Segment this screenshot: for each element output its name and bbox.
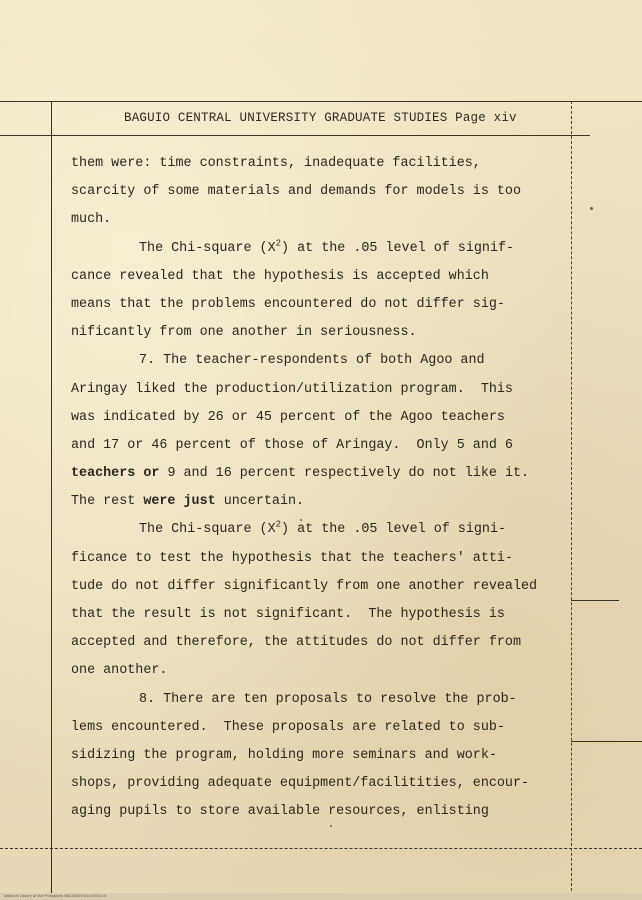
text-fragment: ) at the .05 level of signif- <box>281 240 515 256</box>
body-text <box>71 150 571 827</box>
text-line: one another. <box>71 663 168 679</box>
text-fragment: The Chi-square (X <box>139 240 276 256</box>
text-fragment: ) at the .05 level of signi- <box>281 522 507 538</box>
text-line: 7. The teacher-respondents of both Agoo and <box>139 353 485 369</box>
text-fragment: uncertain. <box>215 494 305 510</box>
text-line: cance revealed that the hypothesis is accepted which <box>71 268 489 284</box>
paper-blemish <box>300 519 302 521</box>
text-fragment: were just <box>143 494 216 510</box>
text-line: sidizing the program, holding more seminars and work- <box>71 747 497 763</box>
right-margin-tick <box>571 741 642 742</box>
text-line: Aringay liked the production/utilization program. This <box>71 381 513 397</box>
text-line: aging pupils to store available resources, enlisting <box>71 804 489 820</box>
text-line <box>71 460 571 488</box>
page-header: BAGUIO CENTRAL UNIVERSITY GRADUATE STUDIES Page xiv <box>124 111 517 125</box>
text-fragment: 9 and 16 percent respectively do not like it. <box>159 466 530 482</box>
text-line: means that the problems encountered do not differ sig- <box>71 296 505 312</box>
text-line: ficance to test the hypothesis that the teachers' atti- <box>71 550 513 566</box>
text-line: was indicated by 26 or 45 percent of the Agoo teachers <box>71 409 505 425</box>
text-line: shops, providing adequate equipment/facilitities, encour- <box>71 776 530 792</box>
superscript: 2 <box>275 238 282 249</box>
text-line <box>71 516 571 544</box>
text-line: much. <box>71 212 112 228</box>
text-line <box>71 488 571 516</box>
right-margin-tick <box>571 600 619 601</box>
right-margin-rule <box>571 101 572 896</box>
scan-footer: National Library of the Philippines BGC000051i1cc0001.tif <box>0 893 642 900</box>
superscript: 2 <box>275 519 282 530</box>
paper-blemish <box>330 825 332 827</box>
text-line: nificantly from one another in seriousness. <box>71 325 417 341</box>
text-line: them were: time constraints, inadequate facilities, <box>71 156 481 171</box>
text-line <box>71 235 571 263</box>
header-bottom-rule <box>0 135 590 136</box>
paper-blemish <box>590 207 593 210</box>
text-fragment: teachers or <box>71 466 160 482</box>
text-line: that the result is not significant. The hypothesis is <box>71 607 505 622</box>
bottom-rule <box>0 848 642 849</box>
text-line: 8. There are ten proposals to resolve the prob- <box>139 691 517 707</box>
text-line: tude do not differ significantly from one another revealed <box>71 578 538 594</box>
text-line: accepted and therefore, the attitudes do not differ from <box>71 635 521 651</box>
text-line: lems encountered. These proposals are related to sub- <box>71 719 505 735</box>
text-fragment: The rest <box>71 494 144 510</box>
text-fragment: The Chi-square (X <box>139 522 276 538</box>
left-margin-rule <box>51 101 52 896</box>
text-line: scarcity of some materials and demands for models is too <box>71 184 521 200</box>
text-line: and 17 or 46 percent of those of Aringay. Only 5 and 6 <box>71 437 513 453</box>
header-top-rule <box>0 101 642 102</box>
